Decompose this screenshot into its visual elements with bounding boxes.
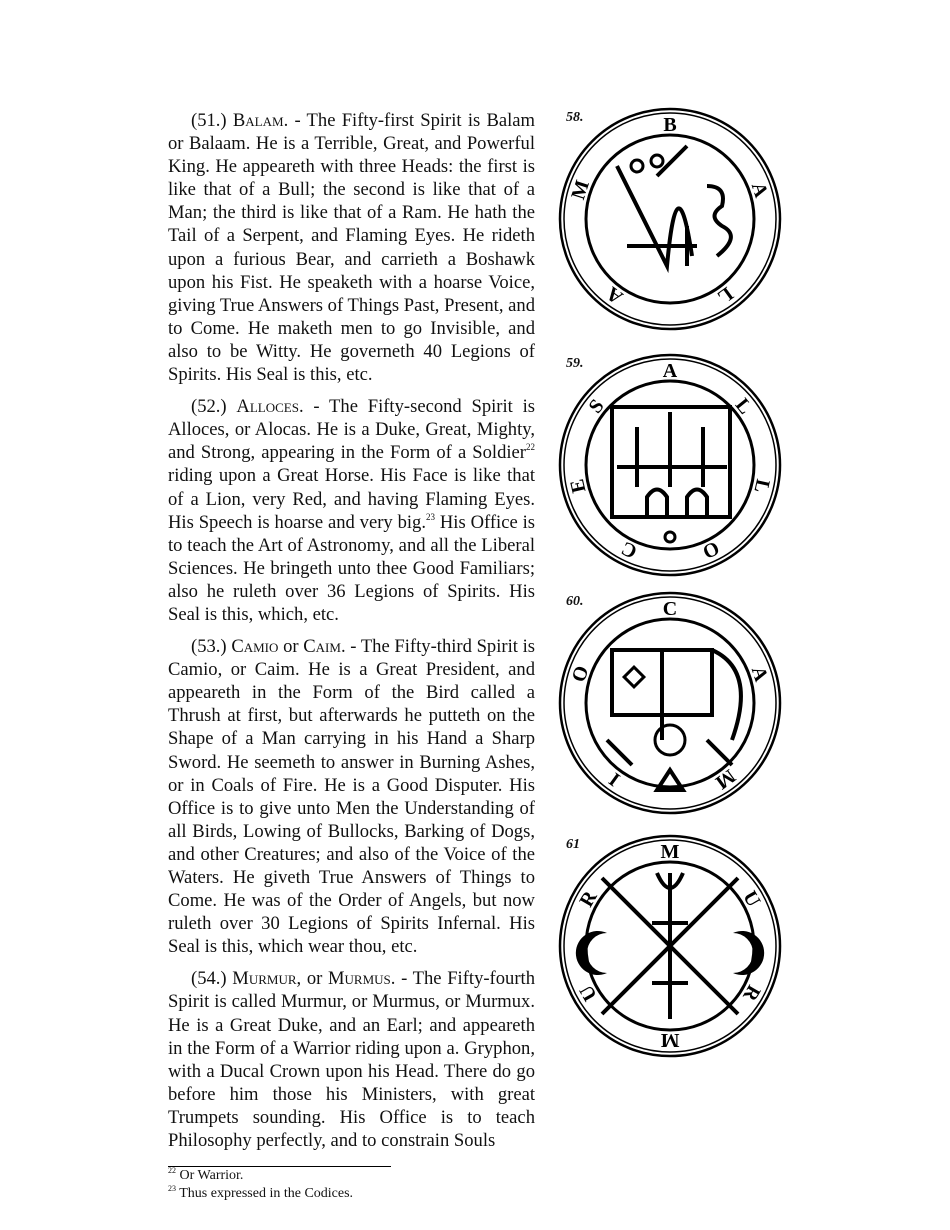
seal-letter: L [749,476,774,495]
footnote-text: Or Warrior. [176,1168,244,1184]
seal-letter: R [575,887,602,911]
entry-text: . - The Fifty-first Spirit is Balam or Balaam. He is a Terrible, Great, and Powerful King. He appeareth with three Heads: the first is like that of a Bull; the second is like that of a Man; the third is like that of a Ram. He hath the Tail of a Serpent, and Flaming Eyes. He rideth upon a furious Bear, and carrieth a Boshawk upon his Fist. He speaketh with a hoarse Voice, giving True Answers of Things Past, Present, and to Come. He maketh men to go Invisible, and also to be Witty. He governeth 40 Legions of Spirits. His Seal is this, etc. [168,110,535,386]
seal-letter: M [711,764,740,794]
seal-2 [557,352,783,578]
footnote-ref[interactable]: 22 [526,442,535,453]
seal-letter: A [746,663,773,685]
footnote-23 [168,1185,535,1203]
spirit-name: Caim [303,636,341,658]
paragraph-murmur [168,967,535,1152]
seal-letter: M [660,841,680,863]
seal-letter: B [663,114,677,136]
entry-number: (54.) [191,968,233,990]
seal-letter: E [566,476,591,495]
paragraph-balam [168,109,535,386]
seal-letter: A [662,360,678,382]
seal-letter: L [713,282,738,308]
seal-letter: A [746,179,773,201]
entry-number: (52.) [191,396,237,418]
seal-number: 60. [566,594,584,609]
entry-text: riding upon a Great Horse. His Face is like that of a Lion, very Red, and having Flaming Eyes. His Speech is hoarse and very big. [168,465,535,533]
entry-number: (53.) [191,636,232,658]
seal-number: 61 [566,837,580,852]
seal-letter: M [660,1029,680,1051]
seal-letter: R [738,981,765,1005]
seal-letter: U [575,981,602,1005]
entry-text: . - The Fifty-third Spirit is Camio, or Caim. He is a Great President, and appeareth in the Form of the Bird called a Thrush at first, but afterwards he putteth on the Shape of a Man carrying in his Hand a Sharp Sword. He seemeth to answer in Burning Ashes, or in Coals of Fire. He is a Good Disputer. His Office is to give unto Men the Understanding of all Birds, Lowing of Bullocks, Barking of Dogs, and other Creatures; and also of the Voice of the Waters. He giveth True Answers of Things to Come. He was of the Order of Angels, but now ruleth over 30 Legions of Spirits Infernal. His Seal is this, which wear thou, etc. [168,636,535,958]
footnote-22 [168,1167,535,1185]
entry-number: (51.) [191,110,233,131]
spirit-name: Murmur [232,968,297,990]
paragraph-camio [168,635,535,958]
entry-text: . - The Fifty-fourth Spirit is called Murmur, or Murmus, or Murmux. He is a Great Duke, and an Earl; and appeareth in the Form of a Warrior riding upon a. Gryphon, with a Ducal Crown upon his Head. There do go before him those his Ministers, with great Trumpets sounding. His Office is to teach Philosophy perfectly, and to constrain Souls [168,968,535,1152]
footnote-ref[interactable]: 23 [426,511,435,522]
spirit-name: Murmus [328,968,391,990]
seal-letter: C [617,536,641,563]
text-column [168,109,535,1152]
seal-4 [557,833,783,1059]
seal-letter: M [567,177,594,203]
entry-text: . - The Fifty-second Spirit is Alloces, or Alocas. He is a Duke, Great, Mighty, and Strong, appearing in the Form of a Soldier [168,396,536,464]
footnote-mark: 22 [168,1166,176,1176]
entry-text: His Office is to teach the Art of Astronomy, and all the Liberal Sciences. He bringeth unto thee Good Familiars; also he ruleth over 36 Legions of Spirits. His Seal is this, which, etc. [168,511,536,625]
page-flow [168,109,535,1203]
footnote-text: Thus expressed in the Codices. [176,1186,354,1202]
seal-letter: C [662,598,678,620]
seal-letter: U [738,887,765,911]
seal-letter: I [605,767,625,791]
seal-3 [557,590,783,816]
join-text: or [278,636,304,658]
seal-letter: S [584,395,609,418]
paragraph-alloces [168,395,535,626]
seal-letter: L [730,394,757,419]
seal-1 [557,106,783,332]
spirit-name: Camio [231,636,279,658]
seal-letter: A [602,281,628,309]
footnote-mark: 23 [168,1184,176,1194]
seal-number: 59. [566,356,584,371]
seal-number: 58. [566,110,584,125]
spirit-name: Balam [232,110,284,131]
seal-letter: O [699,536,723,563]
join-text: , or [296,968,328,990]
seal-letter: O [567,663,594,685]
spirit-name: Alloces [236,396,299,418]
